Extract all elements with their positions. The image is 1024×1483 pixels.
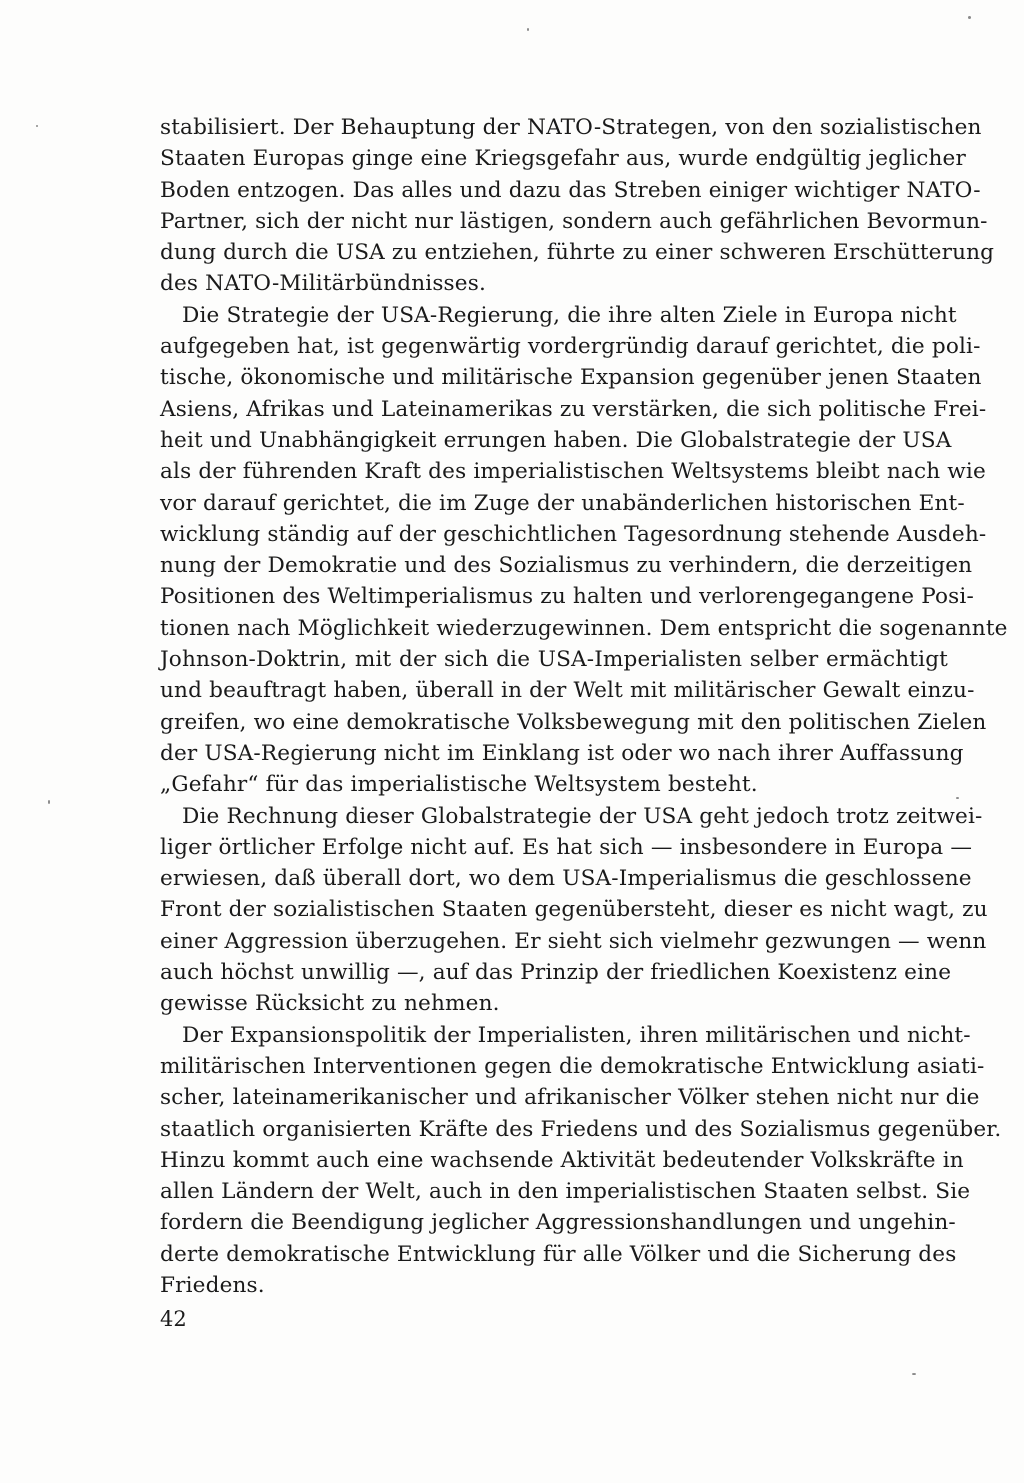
scan-speck <box>48 800 50 804</box>
text-line: Johnson-Doktrin, mit der sich die USA-Imperialisten selber ermächtigt <box>160 647 948 673</box>
text-line: liger örtlicher Erfolge nicht auf. Es hat sich — insbesondere in Europa — <box>160 834 973 860</box>
page-number: 42 <box>160 1307 187 1331</box>
text-line: Partner, sich der nicht nur lästigen, sondern auch gefährlichen Bevormun- <box>160 208 988 234</box>
text-line: Staaten Europas ginge eine Kriegsgefahr aus, wurde endgültig jeglicher <box>160 146 966 172</box>
text-line: staatlich organisierten Kräfte des Friedens und des Sozialismus gegenüber. <box>160 1116 1002 1142</box>
text-line: des NATO-Militärbündnisses. <box>160 271 486 297</box>
text-line: „Gefahr“ für das imperialistische Weltsystem besteht. <box>160 772 758 798</box>
scan-speck <box>527 28 529 31</box>
text-line: aufgegeben hat, ist gegenwärtig vordergründig darauf gerichtet, die poli- <box>160 334 981 360</box>
paragraph <box>160 1020 1002 1302</box>
scan-speck <box>968 16 971 19</box>
text-line: scher, lateinamerikanischer und afrikanischer Völker stehen nicht nur die <box>160 1085 980 1111</box>
text-line: tische, ökonomische und militärische Expansion gegenüber jenen Staaten <box>160 365 982 391</box>
text-line: vor darauf gerichtet, die im Zuge der unabänderlichen historischen Ent- <box>160 490 965 516</box>
scan-speck <box>912 1373 916 1375</box>
text-line: heit und Unabhängigkeit errungen haben. Die Globalstrategie der USA <box>160 427 952 453</box>
text-line: und beauftragt haben, überall in der Welt mit militärischer Gewalt einzu- <box>160 678 975 704</box>
text-line: Die Rechnung dieser Globalstrategie der USA geht jedoch trotz zeitwei- <box>182 803 983 829</box>
text-line: allen Ländern der Welt, auch in den imperialistischen Staaten selbst. Sie <box>160 1179 971 1205</box>
paragraph <box>160 112 995 300</box>
text-line: dung durch die USA zu entziehen, führte zu einer schweren Erschütterung <box>160 240 995 266</box>
text-line: einer Aggression überzugehen. Er sieht sich vielmehr gezwungen — wenn <box>160 928 987 954</box>
text-line: Friedens. <box>160 1272 265 1298</box>
paragraph <box>160 801 988 1020</box>
text-line: Asiens, Afrikas und Lateinamerikas zu verstärken, die sich politische Frei- <box>160 396 987 422</box>
text-line: fordern die Beendigung jeglicher Aggressionshandlungen und ungehin- <box>160 1210 956 1236</box>
text-line: Front der sozialistischen Staaten gegenübersteht, dieser es nicht wagt, zu <box>160 897 988 923</box>
text-line: Hinzu kommt auch eine wachsende Aktivität bedeutender Volkskräfte in <box>160 1147 964 1173</box>
text-line: Die Strategie der USA-Regierung, die ihre alten Ziele in Europa nicht <box>182 302 957 328</box>
text-line: derte demokratische Entwicklung für alle Völker und die Sicherung des <box>160 1241 957 1267</box>
text-line: stabilisiert. Der Behauptung der NATO-Strategen, von den sozialistischen <box>160 115 982 140</box>
text-line: tionen nach Möglichkeit wiederzugewinnen. Dem entspricht die sogenannte <box>160 615 1008 641</box>
text-line: als der führenden Kraft des imperialistischen Weltsystems bleibt nach wie <box>160 459 986 485</box>
text-line: Der Expansionspolitik der Imperialisten, ihren militärischen und nicht- <box>182 1022 971 1048</box>
body-text <box>160 112 1008 1301</box>
text-line: wicklung ständig auf der geschichtlichen Tagesordnung stehende Ausdeh- <box>160 521 987 547</box>
text-line: Boden entzogen. Das alles und dazu das Streben einiger wichtiger NATO- <box>160 177 981 203</box>
scan-speck <box>956 797 959 799</box>
text-line: nung der Demokratie und des Sozialismus zu verhindern, die derzeitigen <box>160 553 973 579</box>
text-line: erwiesen, daß überall dort, wo dem USA-Imperialismus die geschlossene <box>160 866 972 892</box>
text-line: gewisse Rücksicht zu nehmen. <box>160 991 500 1017</box>
text-line: Positionen des Weltimperialismus zu halten und verlorengegangene Posi- <box>160 584 974 610</box>
text-line: militärischen Interventionen gegen die demokratische Entwicklung asiati- <box>160 1053 985 1079</box>
text-line: greifen, wo eine demokratische Volksbewegung mit den politischen Zielen <box>160 709 987 735</box>
text-line: auch höchst unwillig —, auf das Prinzip der friedlichen Koexistenz eine <box>160 960 952 986</box>
paragraph <box>160 300 1008 801</box>
text-line: der USA-Regierung nicht im Einklang ist oder wo nach ihrer Auffassung <box>160 740 964 766</box>
scan-speck <box>36 125 38 127</box>
